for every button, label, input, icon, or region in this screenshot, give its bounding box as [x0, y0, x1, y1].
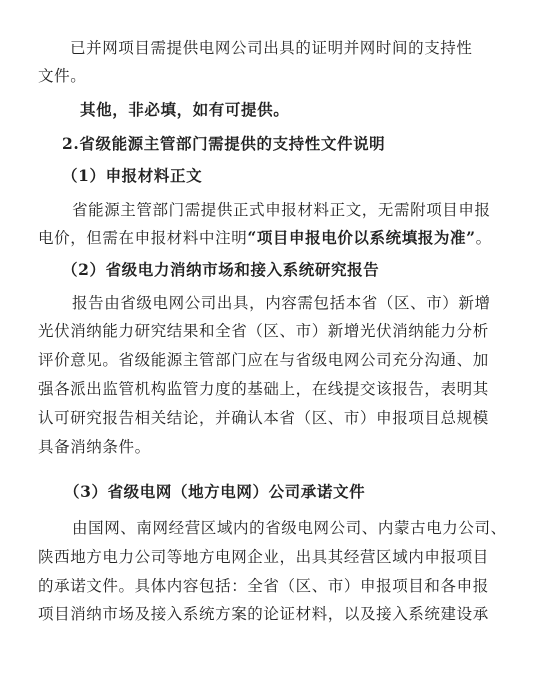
subsection-heading: （1）申报材料正文 [62, 166, 203, 185]
paragraph-line: 认可研究报告相关结论，并确认本省（区、市）申报项目总规模 [38, 409, 489, 427]
emphasis-text: “项目申报电价以系统填报为准” [247, 228, 476, 247]
subsection-heading: （3）省级电网（地方电网）公司承诺文件 [64, 482, 366, 501]
subsection-heading: （2）省级电力消纳市场和接入系统研究报告 [62, 260, 380, 279]
paragraph-line: 省能源主管部门需提供正式申报材料正文，无需附项目申报 [72, 201, 491, 219]
paragraph-line: 陕西地方电力公司等地方电网企业，出具其经营区域内申报项目 [38, 548, 489, 566]
paragraph-line: 光伏消纳能力研究结果和全省（区、市）新增光伏消纳能力分析 [38, 322, 489, 340]
paragraph-line: 具备消纳条件。 [38, 438, 151, 456]
paragraph-text: 。 [475, 229, 492, 247]
paragraph-line: 项目消纳市场及接入系统方案的论证材料，以及接入系统建设承 [38, 605, 489, 623]
paragraph-line: 由国网、南网经营区域内的省级电网公司、内蒙古电力公司、 [72, 519, 507, 537]
paragraph-line: 文件。 [38, 67, 87, 85]
paragraph-line: 报告由省级电网公司出具，内容需包括本省（区、市）新增 [72, 294, 491, 312]
paragraph-line [38, 228, 492, 248]
paragraph-line: 评价意见。省级能源主管部门应在与省级电网公司充分沟通、加 [38, 351, 489, 369]
section-heading: 2.省级能源主管部门需提供的支持性文件说明 [62, 134, 386, 153]
paragraph-text: 电价，但需在申报材料中注明 [38, 229, 248, 247]
paragraph-line: 的承诺文件。具体内容包括：全省（区、市）申报项目和各申报 [38, 577, 489, 595]
paragraph-line: 已并网项目需提供电网公司出具的证明并网时间的支持性 [70, 39, 473, 57]
bold-note: 其他，非必填，如有可提供。 [80, 100, 290, 119]
paragraph-line: 强各派出监管机构监管力度的基础上，在线提交该报告，表明其 [38, 380, 489, 398]
